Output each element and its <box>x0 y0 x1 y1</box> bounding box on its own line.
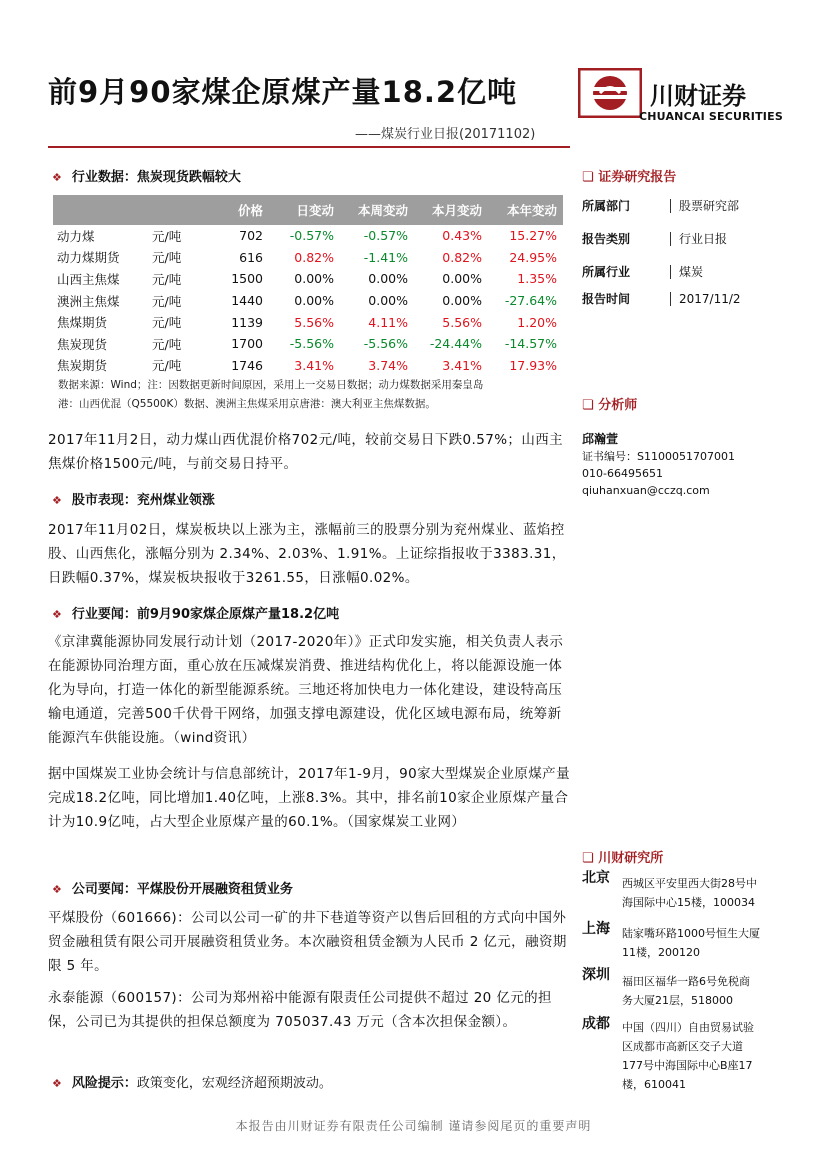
row-month: 0.82% <box>442 249 482 265</box>
section-label: 行业要闻：前9月90家煤企原煤产量18.2亿吨 <box>71 607 340 622</box>
row-unit: 元/吨 <box>152 315 182 331</box>
table-row <box>53 268 563 290</box>
page-footer: 本报告由川财证券有限责任公司编制 谨请参阅尾页的重要声明 <box>235 1119 592 1133</box>
col-header-day: 日变动 <box>269 195 340 225</box>
row-name: 动力煤 <box>57 228 95 244</box>
col-header <box>53 195 148 225</box>
table-row <box>53 333 563 355</box>
row-day: 0.00% <box>294 293 334 309</box>
chuancai-logo-icon <box>578 68 642 118</box>
header-rule <box>48 146 570 148</box>
row-day: -5.56% <box>289 336 334 352</box>
table-source-note <box>58 376 568 414</box>
section-industry-news <box>52 603 339 622</box>
info-key: 报告时间 <box>582 292 631 306</box>
report-heading-label: 证券研究报告 <box>598 170 677 185</box>
row-unit: 元/吨 <box>152 271 182 287</box>
row-name: 动力煤期货 <box>57 250 120 266</box>
section-company-news <box>52 878 293 897</box>
institute-heading <box>582 847 663 866</box>
row-price: 1139 <box>231 314 263 330</box>
analyst-heading-label: 分析师 <box>598 398 638 413</box>
info-key: 所属行业 <box>582 265 631 279</box>
analyst-name: 邱瀚萱 <box>582 432 619 446</box>
row-month: 0.00% <box>442 293 482 309</box>
col-header-price: 价格 <box>203 195 269 225</box>
risk-text: 政策变化，宏观经济超预期波动。 <box>136 1076 332 1091</box>
address-line: 楼，610041 <box>622 1078 686 1091</box>
page-subtitle: ——煤炭行业日报(20171102) <box>355 127 536 142</box>
office-city: 深圳 <box>582 967 610 983</box>
address-line: 西城区平安里西大街28号中 <box>622 877 757 890</box>
row-month: -24.44% <box>429 336 482 352</box>
row-year: 1.35% <box>517 271 557 287</box>
institute-heading-icon: ❏ <box>582 851 599 866</box>
row-year: 15.27% <box>509 228 557 244</box>
row-name: 焦炭现货 <box>57 336 108 352</box>
row-unit: 元/吨 <box>152 336 182 352</box>
note-line: 数据来源：Wind；注：因数据更新时间原因，采用上一交易日数据；动力煤数据采用秦皇岛 <box>58 379 484 391</box>
section-stock-performance <box>52 489 215 508</box>
section-label: 公司要闻：平煤股份开展融资租赁业务 <box>71 882 293 897</box>
office-address <box>622 874 757 912</box>
row-week: 0.00% <box>368 293 408 309</box>
address-line: 陆家嘴环路1000号恒生大厦 <box>622 927 760 940</box>
row-month: 0.00% <box>442 271 482 287</box>
row-name: 山西主焦煤 <box>57 271 120 287</box>
table-header-row <box>53 195 563 225</box>
diamond-bullet-icon: ❖ <box>52 494 62 507</box>
stock-performance-paragraph: 2017年11月02日，煤炭板块以上涨为主，涨幅前三的股票分别为兖州煤业、蓝焰控股、山西焦化，涨幅分别为 2.34%、2.03%、1.91%。上证综指报收于3383.31，日跌幅0.37%，煤炭板块报收于3261.55，日涨幅0.02%。 <box>48 522 566 586</box>
institute-heading-label: 川财研究所 <box>598 851 664 866</box>
row-price: 1500 <box>231 271 263 287</box>
row-week: -1.41% <box>363 249 408 265</box>
office-address <box>622 1018 754 1094</box>
row-year: 24.95% <box>509 249 557 265</box>
row-day: 5.56% <box>294 314 334 330</box>
diamond-bullet-icon: ❖ <box>52 1077 62 1090</box>
info-value: 股票研究部 <box>670 199 739 213</box>
row-day: 0.00% <box>294 271 334 287</box>
col-header <box>148 195 203 225</box>
report-heading-icon: ❏ <box>582 170 599 185</box>
info-value: 煤炭 <box>670 265 703 279</box>
row-month: 3.41% <box>442 357 482 373</box>
row-day: -0.57% <box>289 228 334 244</box>
row-year: 1.20% <box>517 314 557 330</box>
section-label: 股市表现：兖州煤业领涨 <box>71 493 215 508</box>
col-header-month: 本月变动 <box>414 195 488 225</box>
row-year: -14.57% <box>504 336 557 352</box>
office-address <box>622 972 750 1010</box>
row-week: 3.74% <box>368 357 408 373</box>
row-unit: 元/吨 <box>152 358 182 374</box>
row-day: 0.82% <box>294 249 334 265</box>
analyst-heading-icon: ❏ <box>582 398 599 413</box>
address-line: 177号中海国际中心B座17 <box>622 1059 753 1072</box>
analyst-phone: 010-66495651 <box>582 467 663 480</box>
analyst-heading <box>582 394 637 413</box>
section-risk <box>52 1072 332 1091</box>
row-price: 702 <box>239 228 263 244</box>
industry-news-paragraph-1: 《京津冀能源协同发展行动计划（2017-2020年）》正式印发实施，相关负责人表示在能源协同治理方面，重心放在压减煤炭消费、推进结构优化上，将以能源设施一体化为导向，打造一体化的新型能源系统。三地还将加快电力一体化建设，建设特高压输电通道，完善500千伏骨干网络，加强支撑电源建设，优化区域电源布局，统筹新能源汽车供能设施。（wind资讯） <box>48 634 564 746</box>
row-unit: 元/吨 <box>152 228 182 244</box>
company-news-paragraph-1: 平煤股份（601666)：公司以公司一矿的井下巷道等资产以售后回租的方式向中国外贸金融租赁有限公司开展融资租赁业务。本次融资租赁金额为人民币 2 亿元，融资期限 5 年。 <box>48 910 567 974</box>
office-city: 北京 <box>582 870 610 886</box>
row-unit: 元/吨 <box>152 250 182 266</box>
col-header-week: 本周变动 <box>340 195 414 225</box>
table-row <box>53 290 563 312</box>
table-row <box>53 355 563 377</box>
diamond-bullet-icon: ❖ <box>52 883 62 896</box>
analyst-email[interactable]: qiuhanxuan@cczq.com <box>582 484 710 497</box>
row-name: 焦煤期货 <box>57 315 108 331</box>
office-address <box>622 924 760 962</box>
section-label: 风险提示： <box>71 1076 137 1091</box>
info-value: 行业日报 <box>670 232 727 246</box>
address-line: 11楼，200120 <box>622 946 700 959</box>
info-key: 所属部门 <box>582 199 631 213</box>
section-industry-data <box>52 166 241 185</box>
row-name: 澳洲主焦煤 <box>57 293 120 309</box>
address-line: 务大厦21层，518000 <box>622 994 733 1007</box>
analyst-cert: 证书编号：S1100051707001 <box>582 450 735 463</box>
table-row <box>53 225 563 247</box>
info-key: 报告类别 <box>582 232 631 246</box>
industry-data-paragraph: 2017年11月2日，动力煤山西优混价格702元/吨，较前交易日下跌0.57%；山西主焦煤价格1500元/吨，与前交易日持平。 <box>48 432 564 472</box>
section-label: 行业数据：焦炭现货跌幅较大 <box>71 170 241 185</box>
brand-name-en: CHUANCAI SECURITIES <box>639 110 783 123</box>
diamond-bullet-icon: ❖ <box>52 608 62 621</box>
row-month: 5.56% <box>442 314 482 330</box>
row-week: -5.56% <box>363 336 408 352</box>
note-line: 港：山西优混（Q5500K）数据、澳洲主焦煤采用京唐港：澳大利亚主焦煤数据。 <box>58 398 436 410</box>
industry-news-paragraph-2: 据中国煤炭工业协会统计与信息部统计，2017年1-9月，90家大型煤炭企业原煤产量完成18.2亿吨，同比增加1.40亿吨，上涨8.3%。其中，排名前10家企业原煤产量合计为10.9亿吨，占大型企业原煤产量的60.1%。（国家煤炭工业网） <box>48 766 570 830</box>
address-line: 海国际中心15楼，100034 <box>622 896 755 909</box>
diamond-bullet-icon: ❖ <box>52 171 62 184</box>
brand-name: 川财证券 <box>650 82 746 110</box>
info-row-department <box>582 197 739 214</box>
coal-price-table <box>53 195 563 376</box>
row-day: 3.41% <box>294 357 334 373</box>
report-type-heading <box>582 166 676 185</box>
info-row-category <box>582 230 727 247</box>
row-year: 17.93% <box>509 357 557 373</box>
table-row <box>53 247 563 269</box>
row-price: 1746 <box>231 357 263 373</box>
table-row <box>53 311 563 333</box>
address-line: 福田区福华一路6号免税商 <box>622 975 750 988</box>
col-header-year: 本年变动 <box>488 195 563 225</box>
info-row-industry <box>582 263 703 280</box>
analyst-info <box>582 431 735 499</box>
row-price: 616 <box>239 249 263 265</box>
company-news-paragraph-2: 永泰能源（600157)：公司为郑州裕中能源有限责任公司提供不超过 20 亿元的担保，公司已为其提供的担保总额度为 705037.43 万元（含本次担保金额）。 <box>48 990 552 1030</box>
address-line: 区成都市高新区交子大道 <box>622 1040 743 1053</box>
address-line: 中国（四川）自由贸易试验 <box>622 1021 754 1034</box>
page-title: 前9月90家煤企原煤产量18.2亿吨 <box>48 75 518 109</box>
office-city: 上海 <box>582 921 610 937</box>
row-name: 焦炭期货 <box>57 358 108 374</box>
row-week: -0.57% <box>363 228 408 244</box>
row-year: -27.64% <box>504 293 557 309</box>
row-unit: 元/吨 <box>152 293 182 309</box>
info-value: 2017/11/2 <box>670 292 741 306</box>
info-row-date <box>582 290 741 307</box>
row-week: 4.11% <box>368 314 408 330</box>
row-week: 0.00% <box>368 271 408 287</box>
row-price: 1700 <box>231 336 263 352</box>
row-price: 1440 <box>231 293 263 309</box>
office-city: 成都 <box>582 1016 610 1032</box>
row-month: 0.43% <box>442 228 482 244</box>
